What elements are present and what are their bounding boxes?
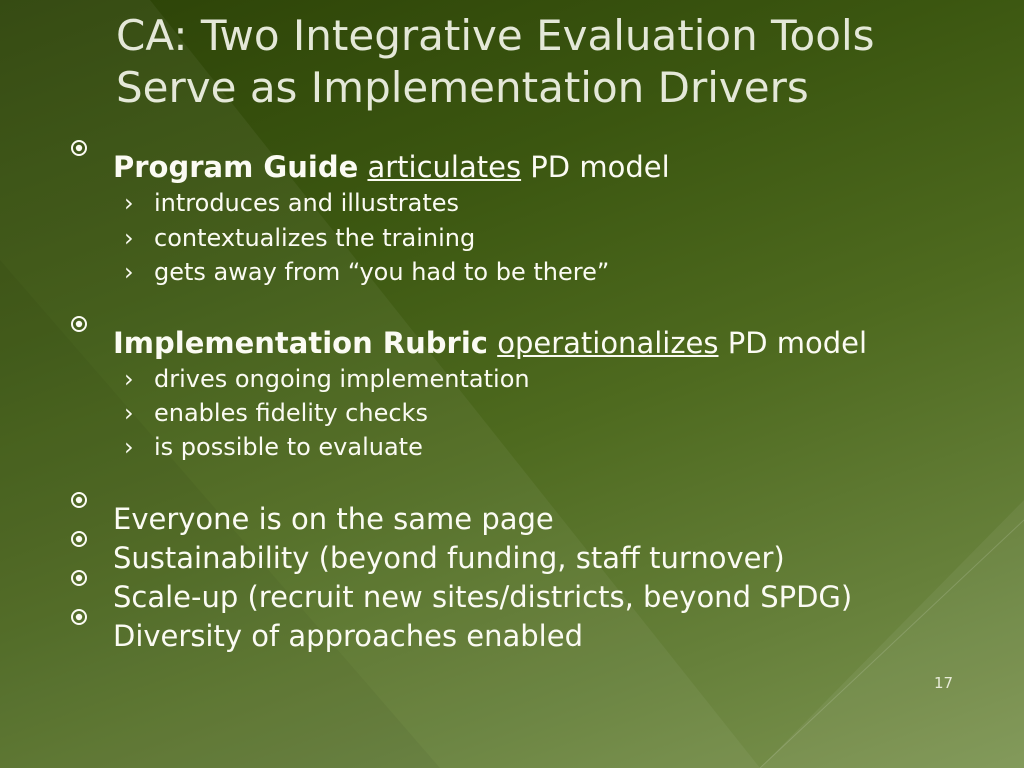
bullet-rest: PD model <box>530 150 670 184</box>
chevron-right-icon: › <box>124 224 134 252</box>
sub-bullet-text: introduces and illustrates <box>154 189 460 217</box>
page-number: 17 <box>934 674 954 692</box>
bullet-text <box>113 148 670 186</box>
bold-term: Program Guide <box>113 150 359 184</box>
sub-bullet-text: gets away from “you had to be there” <box>154 258 610 286</box>
circled-dot-icon <box>70 315 88 333</box>
bullet-text: Sustainability (beyond funding, staff turnover) <box>113 541 785 575</box>
bullet-text <box>113 324 867 362</box>
underlined-verb: operationalizes <box>497 326 719 360</box>
circled-dot-icon <box>70 608 88 626</box>
chevron-right-icon: › <box>124 365 134 393</box>
underlined-verb: articulates <box>367 150 522 184</box>
sub-bullet-text: contextualizes the training <box>154 224 476 252</box>
circled-dot-icon <box>70 491 88 509</box>
chevron-right-icon: › <box>124 399 134 427</box>
sub-bullet-text: is possible to evaluate <box>154 433 423 461</box>
chevron-right-icon: › <box>124 258 134 286</box>
sub-bullet-text: drives ongoing implementation <box>154 365 530 393</box>
chevron-right-icon: › <box>124 189 134 217</box>
bullet-text: Diversity of approaches enabled <box>113 619 583 653</box>
circled-dot-icon <box>70 569 88 587</box>
circled-dot-icon <box>70 530 88 548</box>
bullet-text: Everyone is on the same page <box>113 502 554 536</box>
bullet-rest: PD model <box>727 326 868 360</box>
sub-bullet-text: enables fidelity checks <box>154 399 428 427</box>
circled-dot-icon <box>70 139 88 157</box>
chevron-right-icon: › <box>124 433 134 461</box>
slide-title: CA: Two Integrative Evaluation Tools Serve as Implementation Drivers <box>116 11 875 112</box>
bold-term: Implementation Rubric <box>113 326 488 360</box>
bullet-text: Scale-up (recruit new sites/districts, beyond SPDG) <box>113 580 853 614</box>
